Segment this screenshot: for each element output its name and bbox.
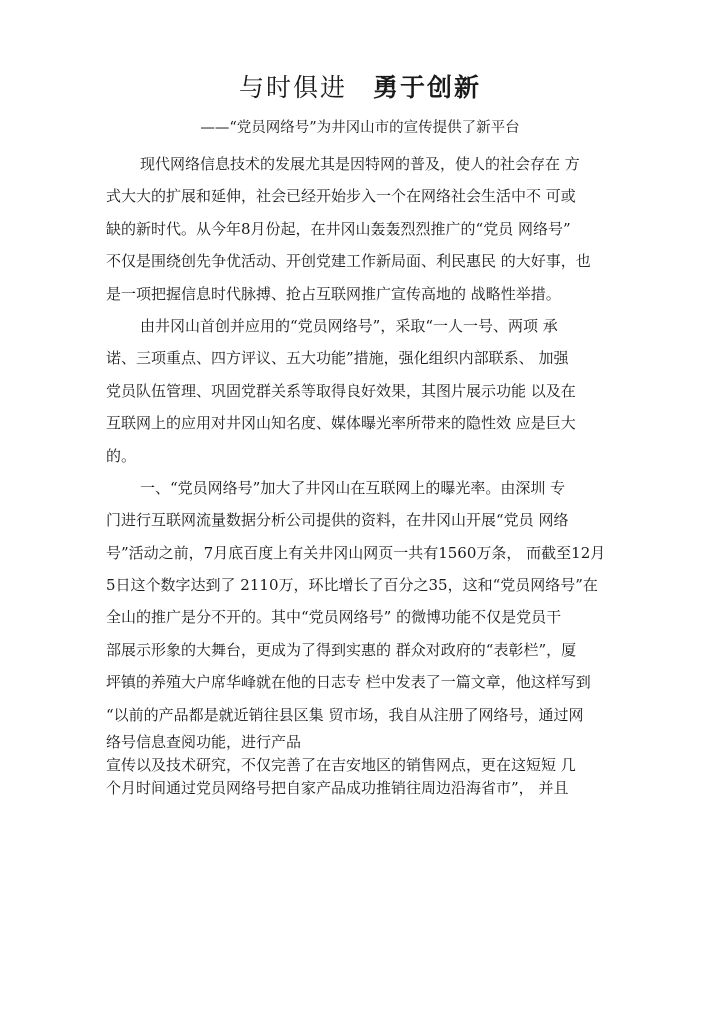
page-title — [0, 68, 720, 104]
text-line: 式大大的扩展和延伸，社会已经开始步入一个在网络社会生活中不 可或 — [106, 187, 576, 206]
text-line: 全山的推广是分不开的。其中“党员网络号” 的微博功能不仅是党员干 — [106, 608, 562, 627]
text-line: 部展示形象的大舞台，更成为了得到实惠的 群众对政府的“表彰栏”，厦 — [106, 640, 577, 659]
text-line: 不仅是围绕创先争优活动、开创党建工作新局面、利民惠民 的大好事，也 — [106, 252, 591, 271]
text-line: 一、“党员网络号”加大了井冈山在互联网上的曝光率。由深圳 专 — [140, 478, 566, 497]
title-part-1: 与时俱进 — [238, 73, 347, 102]
text-line: “以前的产品都是就近销往县区集 贸市场，我自从注册了网络号，通过网 — [106, 705, 584, 724]
text-line: 宣传以及技术研究，不仅完善了在吉安地区的销售网点，更在这短短 几 — [106, 756, 576, 775]
text-line: 是一项把握信息时代脉搏、抢占互联网推广宣传高地的 战略性举措。 — [106, 284, 561, 303]
text-line: 络号信息查阅功能，进行产品 — [106, 733, 302, 752]
text-line: 缺的新时代。从今年8月份起，在井冈山轰轰烈烈推广的“党员 网络号” — [106, 219, 571, 238]
text-line: 号”活动之前，7月底百度上有关井冈山网页一共有1560万条， 而截至12月 — [106, 543, 606, 562]
text-line: 的。 — [106, 446, 137, 465]
text-line: 诺、三项重点、四方评议、五大功能”措施，强化组织内部联系、 加强 — [106, 349, 569, 368]
page-subtitle: ——“党员网络号”为井冈山市的宣传提供了新平台 — [200, 120, 520, 136]
text-line: 个月时间通过党员网络号把自家产品成功推销往周边沿海省市”， 并且 — [106, 779, 569, 798]
text-line: 现代网络信息技术的发展尤其是因特网的普及，使人的社会存在 方 — [140, 155, 580, 173]
text-line: 由井冈山首创并应用的“党员网络号”，采取“一人一号、两项 承 — [140, 316, 558, 335]
text-line: 互联网上的应用对井冈山知名度、媒体曝光率所带来的隐性效 应是巨大 — [106, 414, 576, 433]
document-body — [106, 148, 646, 800]
text-line: 党员队伍管理、巩固党群关系等取得良好效果，其图片展示功能 以及在 — [106, 381, 576, 400]
text-line: 坪镇的养殖大户席华峰就在他的日志专 栏中发表了一篇文章，他这样写到 — [106, 673, 591, 692]
text-line: 门进行互联网流量数据分析公司提供的资料，在井冈山开展“党员 网络 — [106, 511, 569, 530]
title-part-2: 勇于创新 — [373, 73, 482, 102]
text-line: 5日这个数字达到了 2110万，环比增长了百分之35，这和“党员网络号”在 — [106, 576, 598, 595]
